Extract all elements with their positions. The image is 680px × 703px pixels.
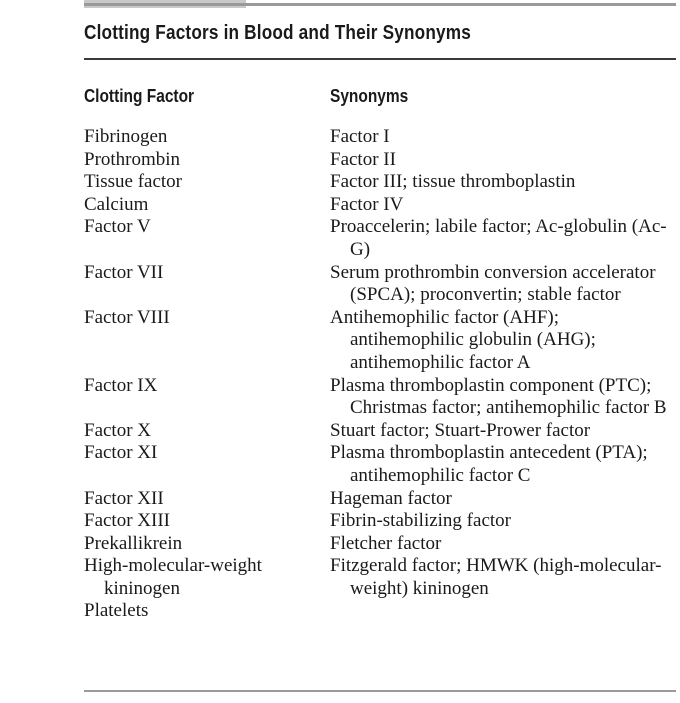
column-header-synonyms: Synonyms (330, 86, 409, 106)
cell-synonyms: Serum prothrombin conversion accelerator (SPCA); proconvertin; stable factor (330, 261, 656, 306)
cell-factor: Tissue factor (84, 171, 182, 193)
cell-synonyms: Factor III; tissue thromboplastin (330, 171, 576, 193)
cell-synonyms: Factor II (330, 148, 396, 170)
cell-factor: Prothrombin (84, 148, 181, 170)
cell-synonyms: Fletcher factor (330, 532, 442, 554)
bottom-rule (84, 690, 676, 692)
table-row (84, 420, 676, 443)
cell-synonyms: Plasma thromboplastin antecedent (PTA); antihemophilic factor C (330, 442, 648, 486)
cell-factor: Fibrinogen (84, 126, 168, 147)
cell-synonyms: Hageman factor (330, 487, 452, 509)
cell-synonyms (330, 600, 676, 623)
table-row (84, 149, 676, 172)
cell-factor: Factor V (84, 216, 151, 238)
cell-factor: Factor VII (84, 261, 164, 283)
table-row (84, 307, 676, 375)
table-row (84, 171, 676, 194)
cell-factor: Factor VIII (84, 306, 170, 328)
column-header-clotting-factor: Clotting Factor (84, 86, 195, 106)
table-row (84, 488, 676, 511)
cell-factor: High-molecular-weight kininogen (84, 555, 262, 599)
title-rule (84, 58, 676, 60)
cell-synonyms: Plasma thromboplastin component (PTC); Christmas factor; antihemophilic factor B (330, 374, 667, 419)
cell-factor: Prekallikrein (84, 532, 183, 554)
cell-synonyms: Fibrin-stabilizing factor (330, 510, 511, 532)
table-row (84, 216, 676, 261)
table-row (84, 533, 676, 556)
cell-factor: Factor X (84, 419, 152, 441)
cell-synonyms: Antihemophilic factor (AHF); antihemophilic globulin (AHG); antihemophilic factor A (330, 306, 596, 373)
cell-factor: Factor XII (84, 487, 164, 509)
table-row (84, 442, 676, 487)
table-row (84, 600, 676, 623)
table-row (84, 262, 676, 307)
cell-factor: Factor XIII (84, 510, 170, 532)
cell-synonyms: Proaccelerin; labile factor; Ac-globulin (Ac-G) (330, 216, 667, 260)
table-body (84, 126, 676, 623)
table-row (84, 126, 676, 149)
table-title: Clotting Factors in Blood and Their Synonyms (84, 22, 471, 44)
cell-factor: Factor XI (84, 442, 158, 464)
cell-synonyms: Factor IV (330, 193, 404, 215)
top-rule (84, 3, 676, 6)
cell-synonyms: Factor I (330, 126, 390, 147)
table-row (84, 510, 676, 533)
cell-factor: Platelets (84, 600, 149, 622)
cell-factor: Calcium (84, 193, 149, 215)
table-row (84, 375, 676, 420)
table-row (84, 194, 676, 217)
cell-synonyms: Stuart factor; Stuart-Prower factor (330, 419, 591, 441)
cell-synonyms: Fitzgerald factor; HMWK (high-molecular-weight) kininogen (330, 555, 662, 599)
table-row (84, 555, 676, 600)
cell-factor: Factor IX (84, 374, 158, 396)
